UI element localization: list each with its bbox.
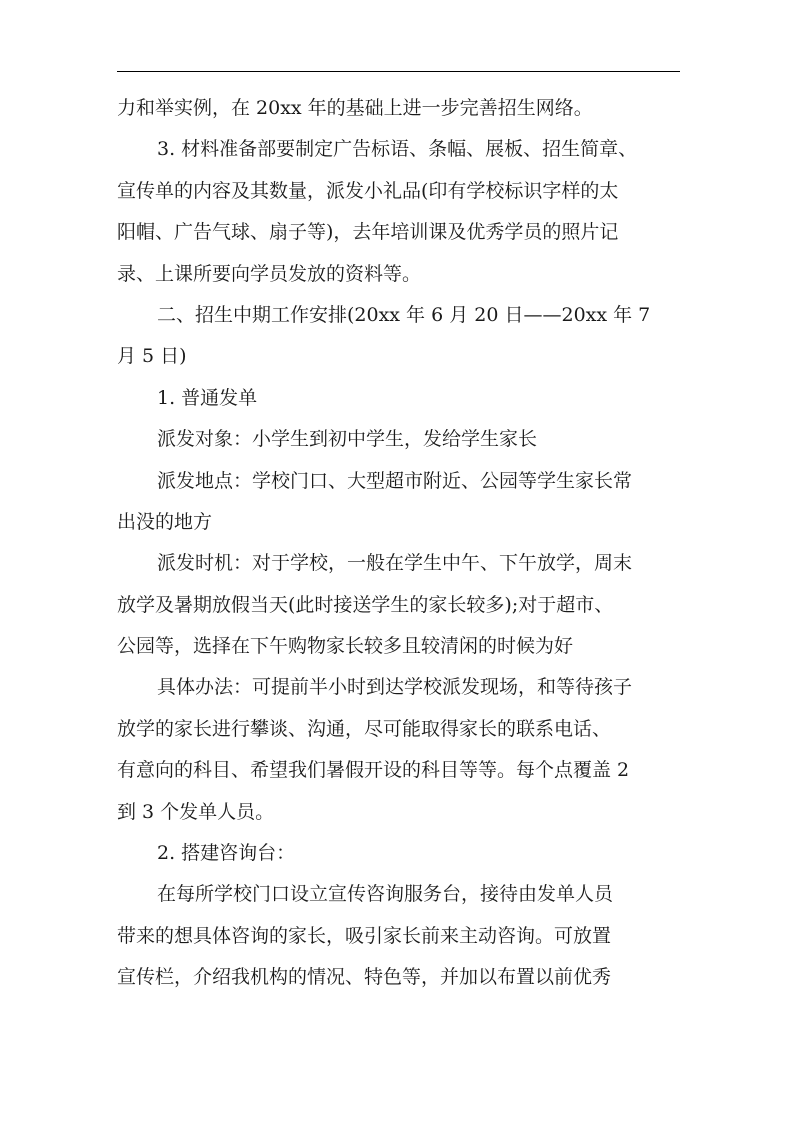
section-heading: 二、招生中期工作安排(20xx 年 6 月 20 日——20xx 年 7 xyxy=(157,303,651,326)
text-line: 放学及暑期放假当天(此时接送学生的家长较多);对于超市、 xyxy=(117,593,614,616)
text-line: 3. 材料准备部要制定广告标语、条幅、展板、招生简章、 xyxy=(157,138,638,161)
text-line: 派发地点：学校门口、大型超市附近、公园等学生家长常 xyxy=(157,469,633,492)
text-line: 带来的想具体咨询的家长，吸引家长前来主动咨询。可放置 xyxy=(117,924,612,947)
text-line: 宣传栏，介绍我机构的情况、特色等，并加以布置以前优秀 xyxy=(117,966,612,989)
subsection-heading: 1. 普通发单 xyxy=(157,386,258,409)
text-line: 力和举实例，在 20xx 年的基础上进一步完善招生网络。 xyxy=(117,97,593,119)
text-line: 宣传单的内容及其数量，派发小礼品(印有学校标识字样的太 xyxy=(117,179,619,202)
text-line: 到 3 个发单人员。 xyxy=(117,800,275,823)
text-line: 阳帽、广告气球、扇子等)，去年培训课及优秀学员的照片记 xyxy=(117,221,619,244)
subsection-heading: 2. 搭建咨询台： xyxy=(157,842,296,865)
text-line: 公园等，选择在下午购物家长较多且较清闲的时候为好 xyxy=(117,635,574,658)
document-body xyxy=(117,88,681,999)
text-line: 录、上课所要向学员发放的资料等。 xyxy=(117,262,422,285)
text-line: 出没的地方 xyxy=(117,510,213,533)
text-line: 有意向的科目、希望我们暑假开设的科目等等。每个点覆盖 2 xyxy=(117,759,630,782)
text-line: 在每所学校门口设立宣传咨询服务台，接待由发单人员 xyxy=(157,883,614,906)
text-line: 月 5 日) xyxy=(117,345,187,368)
text-line: 派发时机：对于学校，一般在学生中午、下午放学，周末 xyxy=(157,552,633,575)
header-rule xyxy=(117,71,680,72)
text-line: 派发对象：小学生到初中学生，发给学生家长 xyxy=(157,428,538,451)
text-line: 具体办法：可提前半小时到达学校派发现场，和等待孩子 xyxy=(157,676,633,699)
text-line: 放学的家长进行攀谈、沟通，尽可能取得家长的联系电话、 xyxy=(117,717,612,740)
